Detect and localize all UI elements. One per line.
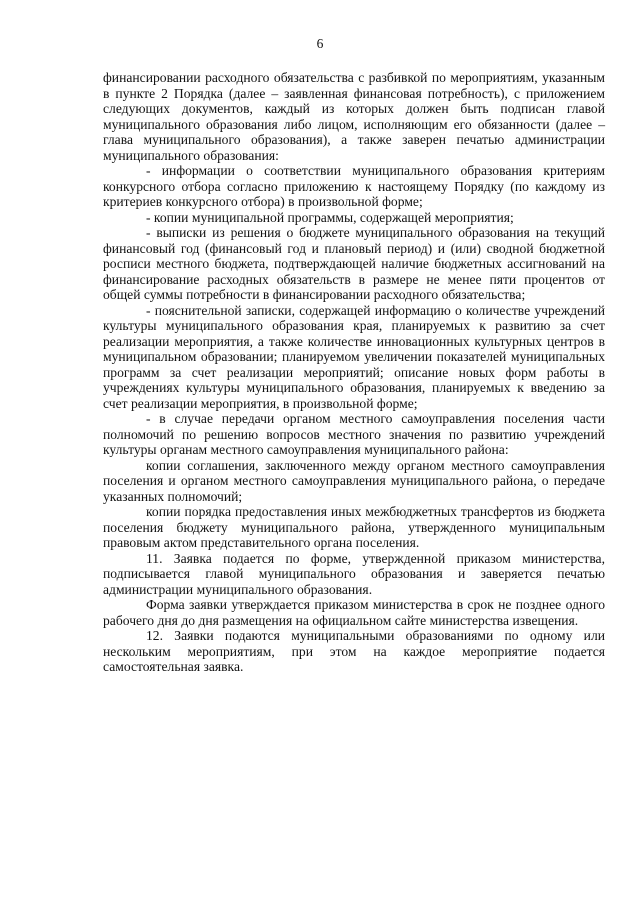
paragraph-1: финансировании расходного обязательства с разбивкой по мероприятиям, указанным в пункте 2 Порядка (далее – заявленная финансовая потребность), с приложением следующих документов, каждый из которых должен быть подписан главой муниципального образования либо лицом, исполняющим его обязанности (далее – глава муниципального образования), а также заверен печатью администрации муниципального образования: xyxy=(103,70,605,163)
paragraph-10: Форма заявки утверждается приказом министерства в срок не позднее одного рабочего дня до дня размещения на официальном сайте министерства извещения. xyxy=(103,597,605,628)
paragraph-2: - информации о соответствии муниципального образования критериям конкурсного отбора согласно приложению к настоящему Порядку (по каждому из критериев конкурсного отбора) в произвольной форме; xyxy=(103,163,605,209)
paragraph-9: 11. Заявка подается по форме, утвержденной приказом министерства, подписывается главой муниципального образования и заверяется печатью администрации муниципального образования. xyxy=(103,550,605,597)
document-body xyxy=(103,70,605,675)
paragraph-4: - выписки из решения о бюджете муниципального образования на текущий финансовый год (финансовый год и плановый период) и (или) сводной бюджетной росписи местного бюджета, подтверждающей наличие бюджетных ассигнований на финансирование расходных обязательств в размере не менее пяти процентов от общей суммы потребности в финансировании расходного обязательства; xyxy=(103,225,605,302)
paragraph-6: - в случае передачи органом местного самоуправления поселения части полномочий по решению вопросов местного значения по развитию учреждений культуры органам местного самоуправления муниципального района: xyxy=(103,411,605,457)
page-number: 6 xyxy=(316,36,324,51)
paragraph-5: - пояснительной записки, содержащей информацию о количестве учреждений культуры муниципального образования края, планируемых к развитию за счет реализации мероприятия, а также количестве инновационных культурных центров в муниципальном образовании; планируемом увеличении показателей муниципальных программ за счет реализации мероприятий; описание новых форм работы в учреждениях культуры муниципального образования, планируемых к введению за счет реализации мероприятия, в произвольной форме; xyxy=(103,302,605,411)
paragraph-7: копии соглашения, заключенного между органом местного самоуправления поселения и органом местного самоуправления муниципального района, о передаче указанных полномочий; xyxy=(103,457,605,504)
paragraph-11: 12. Заявки подаются муниципальными образованиями по одному или нескольким мероприятиям, при этом на каждое мероприятие подается самостоятельная заявка. xyxy=(103,628,605,674)
paragraph-3: - копии муниципальной программы, содержащей мероприятия; xyxy=(146,209,514,225)
paragraph-8: копии порядка предоставления иных межбюджетных трансфертов из бюджета поселения бюджету муниципального района, утвержденного муниципальным правовым актом представительного органа поселения. xyxy=(103,504,605,550)
